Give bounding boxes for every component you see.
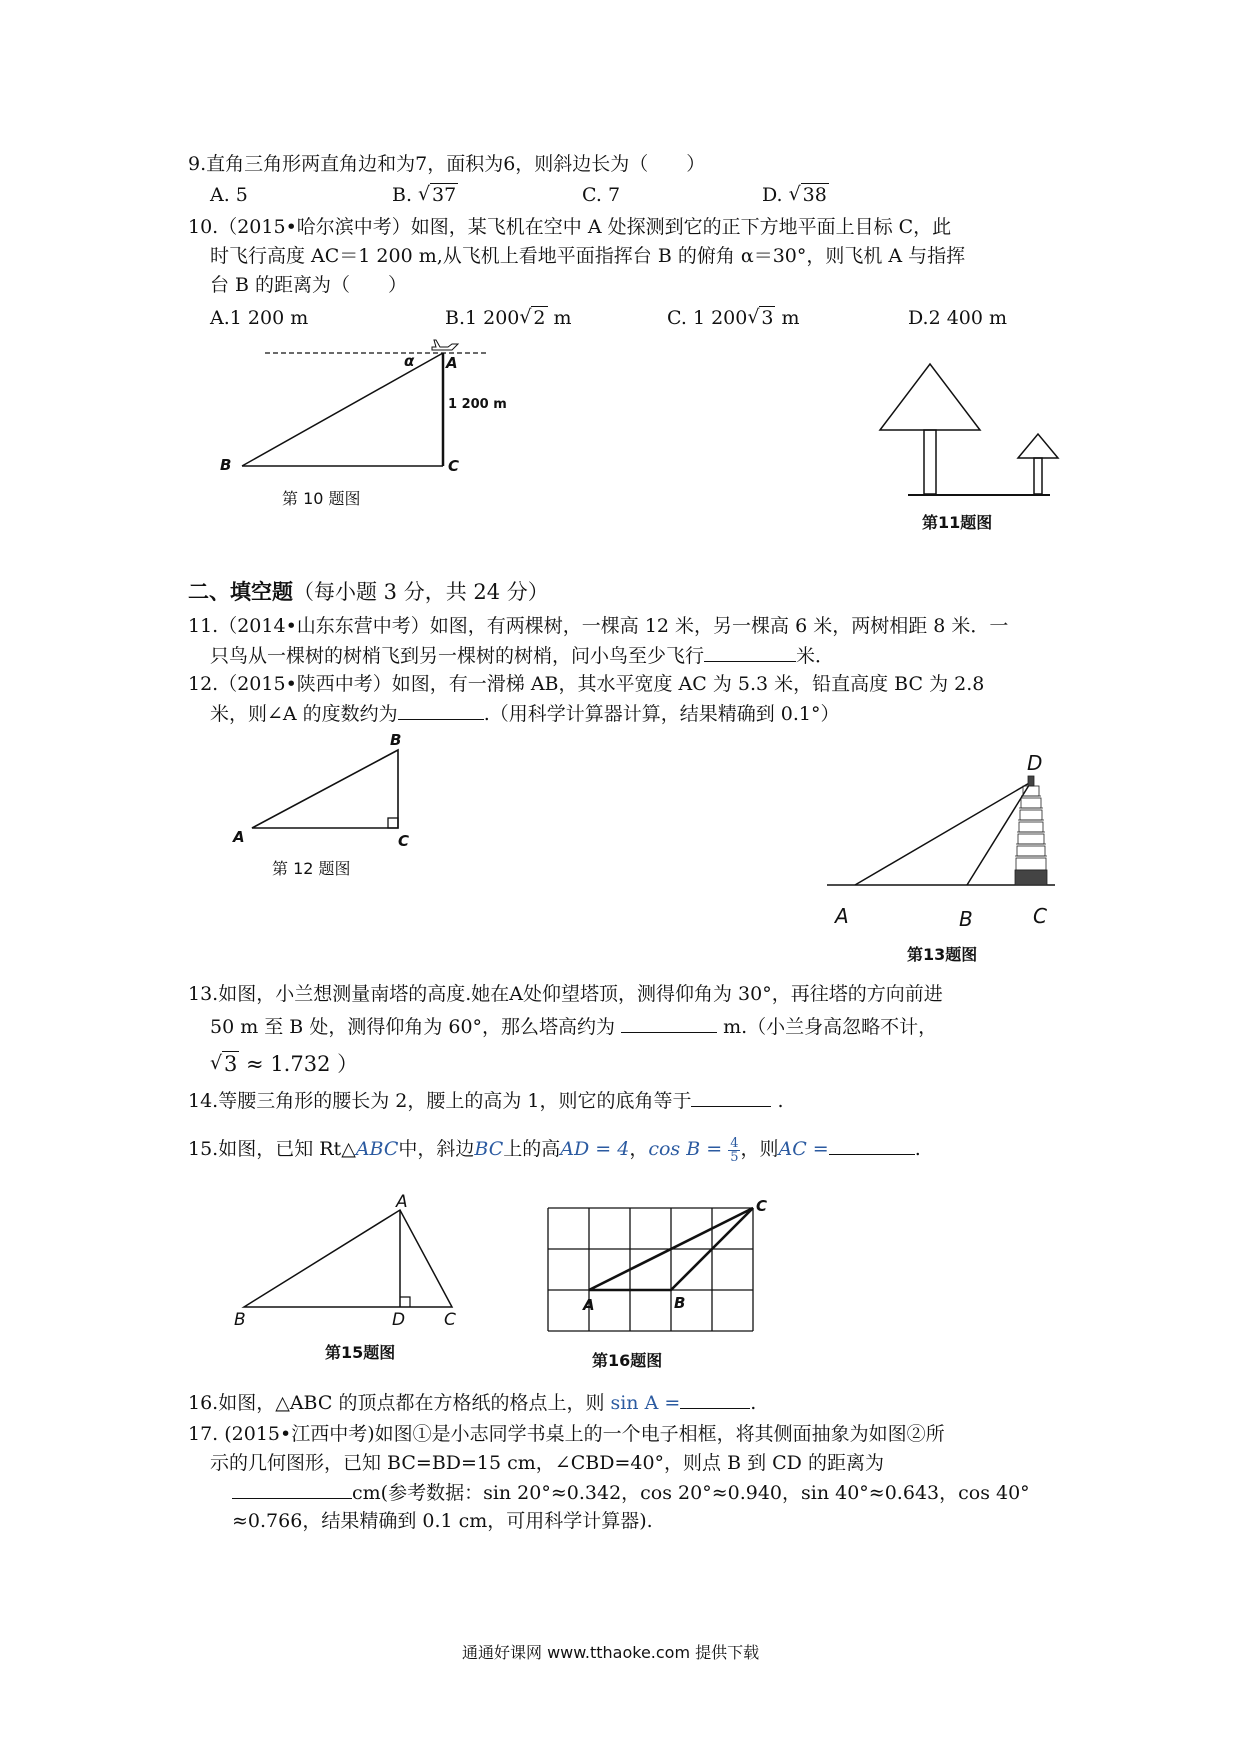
label-height: 1 200 m (448, 397, 507, 412)
figure-12 (230, 730, 420, 850)
q9-stem: 9.直角三角形两直角边和为7，面积为6，则斜边长为（ ） (188, 153, 706, 175)
caption-fig12: 第 12 题图 (272, 859, 351, 878)
q11-line2: 只鸟从一棵树的树梢飞到另一棵树的树梢，问小鸟至少飞行 米． (210, 645, 835, 667)
label-alpha: α (404, 352, 415, 370)
q9-option-a: A. 5 (210, 184, 248, 206)
q16: 16.如图，△ABC 的顶点都在方格纸的格点上，则 sin A = . (188, 1392, 757, 1414)
small-tree-crown (1018, 434, 1058, 458)
label-b: B (674, 1294, 686, 1312)
q10-option-a: A.1 200 m (210, 307, 309, 329)
q10-option-c: C. 1 200√ 3 m (667, 306, 800, 330)
q9-option-c: C. 7 (582, 184, 621, 206)
q10-option-d: D.2 400 m (908, 307, 1008, 329)
q11-line1: 11.（2014•山东东营中考）如图，有两棵树，一棵高 12 米，另一棵高 6 米，两树相距 8 米．一 (188, 615, 1009, 637)
cos-fraction: $\frac{4}{5}$ (730, 1135, 739, 1165)
label-d: D (1027, 751, 1043, 775)
caption-fig16: 第16题图 (592, 1351, 663, 1370)
label-b: B (234, 1310, 246, 1330)
footer-text: 通通好课网 www.tthaoke.com 提供下载 (462, 1643, 760, 1662)
label-a: A (233, 828, 245, 846)
q13-line3: √ 3 ≈ 1.732 ） (210, 1052, 358, 1076)
caption-fig11: 第11题图 (922, 513, 993, 532)
q10-line2: 时飞行高度 AC＝1 200 m,从飞机上看地平面指挥台 B 的俯角 α＝30°，则飞机 A 与指挥 (210, 245, 966, 267)
figure-15 (228, 1192, 468, 1330)
q12-line2: 米，则∠A 的度数约为 .（用科学计算器计算，结果精确到 0.1°） (210, 703, 840, 725)
label-d: D (392, 1310, 406, 1330)
label-c: C (756, 1197, 768, 1215)
label-a: A (835, 904, 849, 928)
figure-16 (540, 1197, 780, 1335)
big-tree-crown (880, 364, 980, 430)
q10-option-b: B.1 200√ 2 m (445, 306, 572, 330)
right-angle-mark (388, 818, 398, 828)
label-b: B (390, 731, 402, 749)
q9-option-b: B. √ 37 (392, 183, 458, 207)
q15: 15.如图，已知 Rt△ABC中，斜边BC上的高AD = 4，cos B = $\frac{4}{5}$ ，则AC = . (188, 1135, 921, 1165)
q9-option-d: D. √ 38 (762, 183, 829, 207)
q17-line4: ≈0.766，结果精确到 0.1 cm，可用科学计算器). (232, 1510, 653, 1532)
caption-fig13: 第13题图 (907, 945, 978, 964)
q13-line1: 13.如图，小兰想测量南塔的高度.她在A处仰望塔顶，测得仰角为 30°，再往塔的方向前进 (188, 983, 943, 1005)
sight-line-a (855, 782, 1031, 885)
caption-fig10: 第 10 题图 (282, 489, 361, 508)
label-a: A (446, 354, 458, 372)
big-tree-trunk (924, 430, 936, 494)
label-a: A (583, 1296, 595, 1314)
q17-line3: cm(参考数据：sin 20°≈0.342，cos 20°≈0.940，sin 40°≈0.643，cos 40° (232, 1480, 1030, 1505)
figure-11 (872, 358, 1067, 503)
q17-line2: 示的几何图形，已知 BC=BD=15 cm，∠CBD=40°，则点 B 到 CD 的距离为 (210, 1452, 884, 1474)
q10-line1: 10.（2015•哈尔滨中考）如图，某飞机在空中 A 处探测到它的正下方地平面上目标 C，此 (188, 216, 952, 238)
section-title: 二、填空题（每小题 3 分，共 24 分） (188, 579, 549, 604)
q13-line2: 50 m 至 B 处，测得仰角为 60°，那么塔高约为 m.（小兰身高忽略不计， (210, 1016, 938, 1038)
figure-10 (220, 330, 507, 475)
label-c: C (448, 457, 460, 475)
q10-line3: 台 B 的距离为（ ） (210, 274, 408, 296)
label-a: A (396, 1192, 408, 1212)
triangle-abc (244, 1210, 452, 1307)
grid (548, 1208, 753, 1331)
q12-line1: 12.（2015•陕西中考）如图，有一滑梯 AB，其水平宽度 AC 为 5.3 米，铅直高度 BC 为 2.8 (188, 673, 985, 695)
sight-line-b (967, 782, 1031, 885)
q17-line1: 17. (2015•江西中考)如图①是小志同学书桌上的一个电子相框，将其侧面抽象为如图②所 (188, 1423, 945, 1445)
caption-fig15: 第15题图 (325, 1343, 396, 1362)
right-angle-mark (400, 1297, 410, 1307)
label-b: B (959, 907, 973, 931)
q14: 14.等腰三角形的腰长为 2，腰上的高为 1，则它的底角等于 . (188, 1090, 784, 1112)
airplane-icon (432, 340, 458, 350)
label-b: B (220, 456, 232, 474)
small-tree-trunk (1034, 458, 1042, 494)
pagoda-icon (1015, 776, 1047, 885)
label-c: C (398, 832, 410, 850)
slide-triangle (252, 750, 398, 828)
label-c: C (1033, 904, 1047, 928)
figure-13 (825, 752, 1065, 932)
label-c: C (444, 1310, 456, 1330)
